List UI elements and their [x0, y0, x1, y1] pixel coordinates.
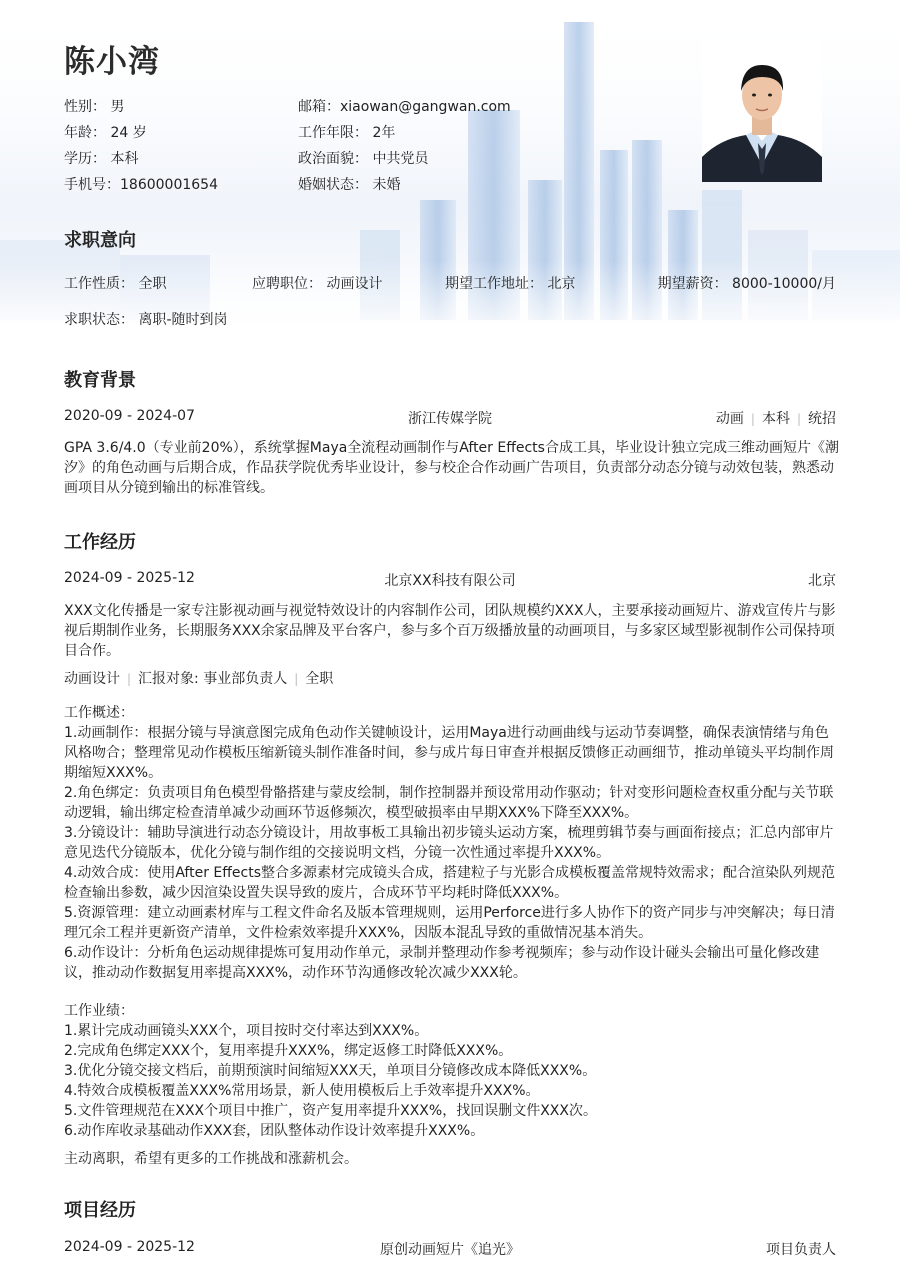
- candidate-name: 陈小湾: [64, 44, 160, 80]
- job-status: 求职状态： 离职-随时到岗: [64, 312, 228, 328]
- job-salary: 期望薪资： 8000-10000/月: [657, 276, 836, 292]
- work-heading: 工作经历: [64, 532, 136, 553]
- age-field: 年龄： 24 岁: [64, 125, 147, 141]
- avatar-photo: [702, 41, 822, 182]
- overview-item: 1.动画制作：根据分镜与导演意图完成角色动作关键帧设计，运用Maya进行动画曲线与运动节奏调整，确保表演情绪与角色风格吻合；整理常见动作模板压缩新镜头制作准备时间，参与成片每日审查并根据反馈修正动画细节，推动单镜头平均制作周期缩短XXX%。: [64, 725, 834, 781]
- degree: 本科: [761, 411, 790, 427]
- overview-item: 2.角色绑定：负责项目角色模型骨骼搭建与蒙皮绘制，制作控制器并预设常用动作驱动；针对变形问题检查权重分配与关节联动逻辑，输出绑定检查清单减少动画环节返修频次，模型破损率由早期XXX%下降至XXX%。: [64, 785, 834, 821]
- project-heading: 项目经历: [64, 1200, 136, 1221]
- project-period: 2024-09 - 2025-12: [64, 1239, 195, 1255]
- result-item: 2.完成角色绑定XXX个，复用率提升XXX%，绑定返修工时降低XXX%。: [64, 1043, 513, 1059]
- work-tag: 全职: [305, 671, 334, 687]
- divider: |: [796, 412, 801, 426]
- result-item: 5.文件管理规范在XXX个项目中推广，资产复用率提升XXX%，找回误删文件XXX次。: [64, 1103, 597, 1119]
- school-name: 浙江传媒学院: [408, 411, 492, 427]
- work-tag: 动画设计: [64, 671, 120, 687]
- overview-item: 3.分镜设计：辅助导演进行动态分镜设计，用故事板工具输出初步镜头运动方案，梳理剪辑节奏与画面衔接点；汇总内部审片意见迭代分镜版本，优化分镜与制作组的交接说明文档，分镜一次性通过率提升XXX%。: [64, 825, 834, 861]
- phone-field: 手机号：18600001654: [64, 177, 218, 193]
- divider: |: [750, 412, 755, 426]
- company-description: XXX文化传播是一家专注影视动画与视觉特效设计的内容制作公司，团队规模约XXX人，主要承接动画短片、游戏宣传片与影视后期制作业务，长期服务XXX余家品牌及平台客户，参与多个百万级播放量的动画项目，与多家区域型影视制作公司保持项目合作。: [64, 603, 836, 659]
- result-item: 4.特效合成模板覆盖XXX%常用场景，新人使用模板后上手效率提升XXX%。: [64, 1083, 540, 1099]
- result-item: 1.累计完成动画镜头XXX个，项目按时交付率达到XXX%。: [64, 1023, 429, 1039]
- results-title: 工作业绩：: [64, 1003, 134, 1019]
- work-results: [64, 1001, 840, 1141]
- enrollment-type: 统招: [808, 411, 836, 427]
- overview-item: 4.动效合成：使用After Effects整合多源素材完成镜头合成，搭建粒子与光影合成模板覆盖常规特效需求；配合渲染队列规范检查输出参数，减少因渲染设置失误导致的废片，合成环节平均耗时降低XXX%。: [64, 865, 836, 901]
- project-role: 项目负责人: [766, 1242, 836, 1258]
- work-overview: [64, 703, 840, 983]
- gender-field: 性别： 男: [64, 99, 125, 115]
- education-level-field: 学历： 本科: [64, 151, 139, 167]
- job-position: 应聘职位： 动画设计: [252, 276, 383, 292]
- job-nature: 工作性质： 全职: [64, 276, 167, 292]
- email-field: 邮箱：xiaowan@gangwan.com: [298, 99, 511, 115]
- work-years-field: 工作年限： 2年: [298, 125, 396, 141]
- work-city: 北京: [808, 573, 836, 589]
- major: 动画: [715, 411, 744, 427]
- overview-title: 工作概述：: [64, 705, 134, 721]
- overview-item: 6.动作设计：分析角色运动规律提炼可复用动作单元，录制并整理动作参考视频库；参与动作设计碰头会输出可量化修改建议，推动动作数据复用率提高XXX%，动作环节沟通修改轮次减少XXX轮。: [64, 945, 820, 981]
- result-item: 3.优化分镜交接文档后，前期预演时间缩短XXX天，单项目分镜修改成本降低XXX%。: [64, 1063, 597, 1079]
- divider: |: [127, 672, 132, 686]
- political-status-field: 政治面貌： 中共党员: [298, 151, 429, 167]
- job-intent-heading: 求职意向: [64, 230, 136, 251]
- marital-status-field: 婚姻状态： 未婚: [298, 177, 401, 193]
- job-location: 期望工作地址： 北京: [445, 276, 576, 292]
- education-description: GPA 3.6/4.0（专业前20%），系统掌握Maya全流程动画制作与After Effects合成工具，毕业设计独立完成三维动画短片《潮汐》的角色动画与后期合成，作品获学院优秀毕业设计，参与校企合作动画广告项目，负责部分动态分镜与动效包装，熟悉动画项目从分镜到输出的标准管线。: [64, 440, 839, 496]
- work-tag: 汇报对象: 事业部负责人: [138, 671, 288, 687]
- company-name: 北京XX科技有限公司: [384, 573, 516, 589]
- leave-reason: 主动离职，希望有更多的工作挑战和涨薪机会。: [64, 1151, 358, 1167]
- work-period: 2024-09 - 2025-12: [64, 570, 195, 586]
- work-tags: [64, 668, 836, 688]
- education-period: 2020-09 - 2024-07: [64, 408, 195, 424]
- education-heading: 教育背景: [64, 370, 136, 391]
- divider: |: [294, 672, 299, 686]
- education-tags: [716, 408, 836, 428]
- project-name: 原创动画短片《追光》: [380, 1242, 520, 1258]
- result-item: 6.动作库收录基础动作XXX套，团队整体动作设计效率提升XXX%。: [64, 1123, 485, 1139]
- overview-item: 5.资源管理：建立动画素材库与工程文件命名及版本管理规则，运用Perforce进行多人协作下的资产同步与冲突解决；每日清理冗余工程并更新资产清单，文件检索效率提升XXX%，因版本混乱导致的重做情况基本消失。: [64, 905, 835, 941]
